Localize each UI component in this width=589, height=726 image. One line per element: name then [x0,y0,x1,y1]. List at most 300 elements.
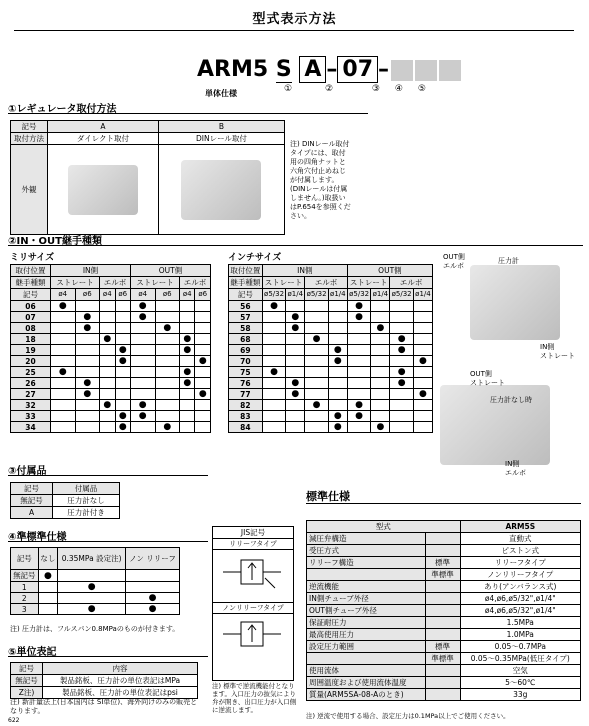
empty-cell [195,334,211,345]
section4-rule [8,541,208,542]
row-code: 27 [11,389,51,400]
h-a: A [48,121,159,133]
spec-table [306,520,581,701]
dot-mark: ● [390,367,414,378]
inch-title: インチサイズ [228,253,282,263]
spec-sub: 準標準 [425,653,460,665]
dot-mark: ● [390,334,414,345]
spec-sub [425,581,460,593]
section3-rule [8,475,208,476]
table-row [307,629,581,641]
jis-nonrelief-label: ノンリリーフタイプ [213,602,293,614]
regulator-din-image [181,160,261,220]
spec-label: IN側チューブ外径 [307,593,426,605]
row-code: 32 [11,400,51,411]
dot-mark: ● [286,389,305,400]
spec-label: 設定圧力範囲 [307,641,426,653]
dot-mark: ● [328,422,347,433]
dot-mark: ● [130,400,155,411]
spec-label: 受圧方式 [307,545,426,557]
empty-cell [347,323,371,334]
empty-cell [155,400,180,411]
spec-value: 1.5MPa [460,617,580,629]
spec-label: 周囲温度および使用流体温度 [307,677,426,689]
table-row [229,400,433,411]
empty-cell [328,334,347,345]
dot-mark: ● [195,356,211,367]
row-code: 68 [229,334,263,345]
h-code: 記号 [11,289,51,301]
empty-cell [413,411,432,422]
unit-code: Z注) [11,687,43,699]
section5-rule [8,656,208,657]
h-view: 外観 [11,145,48,235]
empty-cell [371,334,390,345]
regulator-direct-image [68,165,138,215]
row-code: 69 [229,345,263,356]
accessory-table [10,482,120,519]
empty-cell [262,378,286,389]
spec-value: あり(アンバランス式) [460,581,580,593]
size-header: ø5/32 [305,289,329,301]
section2-title: ②IN・OUT継手種類 [8,236,102,247]
dot-mark: ● [130,301,155,312]
spec-value: 直動式 [460,533,580,545]
dot-mark: ● [155,422,180,433]
label-out-straight: OUT側 ストレート [470,370,505,387]
spec-label: 逆流機能 [307,581,426,593]
table-row [307,545,581,557]
empty-cell [305,323,329,334]
spec-sub [425,593,460,605]
h-in: IN側 [262,265,347,277]
empty-cell [100,411,115,422]
size-header: ø5/32 [347,289,371,301]
model-a-box: A [299,56,326,83]
empty-cell [115,378,130,389]
dot-mark: ● [126,593,180,604]
empty-cell [51,312,76,323]
spec-value: ピストン式 [460,545,580,557]
table-row [229,378,433,389]
dot-mark: ● [75,312,100,323]
dot-mark: ● [390,378,414,389]
empty-cell [130,422,155,433]
spec-label [307,653,426,665]
row-code: 無記号 [11,570,39,582]
dot-mark: ● [58,604,126,615]
empty-cell [75,301,100,312]
empty-cell [155,356,180,367]
h-straight: ストレート [51,277,100,289]
empty-cell [51,411,76,422]
h-b: B [158,121,284,133]
empty-cell [262,400,286,411]
empty-cell [413,323,432,334]
empty-cell [390,422,414,433]
dot-mark: ● [328,356,347,367]
spec-value: ノンリリーフタイプ [460,569,580,581]
empty-cell [371,378,390,389]
empty-cell [51,345,76,356]
empty-cell [115,367,130,378]
empty-cell [262,345,286,356]
spec-value: 空気 [460,665,580,677]
h-in: IN側 [51,265,131,277]
empty-cell [328,367,347,378]
table-row [11,604,180,615]
spec-value: リリーフタイプ [460,557,580,569]
empty-cell [286,334,305,345]
empty-cell [390,389,414,400]
size-header: ø4 [130,289,155,301]
empty-cell [262,422,286,433]
dot-mark: ● [126,604,180,615]
row-code: 84 [229,422,263,433]
acc-val: 圧力計なし [53,495,120,507]
row-code: 56 [229,301,263,312]
table-row [11,570,180,582]
empty-cell [262,356,286,367]
dot-mark: ● [347,301,371,312]
empty-cell [305,356,329,367]
empty-cell [286,422,305,433]
table-row [229,323,433,334]
empty-cell [155,411,180,422]
acc-val: 圧力計付き [53,507,120,519]
empty-cell [371,345,390,356]
dot-mark: ● [328,345,347,356]
empty-cell [286,367,305,378]
empty-cell [130,356,155,367]
b-method: DINレール取付 [158,133,284,145]
spec-value: 33g [460,689,580,701]
empty-cell [100,301,115,312]
table-row [11,593,180,604]
size-header: ø4 [51,289,76,301]
empty-cell [130,367,155,378]
dot-mark: ● [75,323,100,334]
dot-mark: ● [286,323,305,334]
empty-cell [371,400,390,411]
spec-sub [425,665,460,677]
table-row [307,581,581,593]
spec-label: 最高使用圧力 [307,629,426,641]
spec-value: ø4,ø6,ø5/32",ø1/4" [460,593,580,605]
empty-cell [51,378,76,389]
empty-cell [286,301,305,312]
empty-cell [347,378,371,389]
num-1: ① [284,84,293,94]
row-code: 25 [11,367,51,378]
empty-cell [100,378,115,389]
empty-cell [126,570,180,582]
spec-sub: 標準 [425,641,460,653]
empty-cell [262,389,286,400]
table-row [11,367,211,378]
empty-cell [390,411,414,422]
h-035: 0.35MPa 設定注) [58,548,126,570]
empty-cell [195,312,211,323]
dot-mark: ● [305,400,329,411]
empty-cell [100,323,115,334]
empty-cell [75,400,100,411]
dot-mark: ● [413,356,432,367]
empty-cell [180,312,195,323]
h-out: OUT側 [347,265,432,277]
h-elbow: エルボ [100,277,131,289]
empty-cell [305,389,329,400]
dot-mark: ● [347,400,371,411]
row-code: 19 [11,345,51,356]
milli-table [10,264,211,433]
dot-mark: ● [180,345,195,356]
table-row [11,312,211,323]
h-pos: 取付位置 [230,266,261,275]
table-row [11,389,211,400]
empty-cell [262,312,286,323]
empty-cell [115,334,130,345]
empty-cell [155,367,180,378]
table-row [307,605,581,617]
mount-note: 注) DINレール取付タイプには、取付用の四角ナットと六角穴付止めねじが付属します。(DINレールは付属しません。)取扱いはP.654を参照ください。 [290,140,351,220]
table-row [307,677,581,689]
code-numbers [284,84,444,94]
h-content: 内容 [43,663,198,675]
table-row [307,533,581,545]
spec-label: 質量(ARM5SA-08-Aのとき) [307,689,426,701]
dot-mark: ● [75,389,100,400]
spec-value: 0.05〜0.7MPa [460,641,580,653]
empty-cell [390,312,414,323]
empty-cell [413,422,432,433]
row-code: 33 [11,411,51,422]
option-box-3 [391,60,413,81]
empty-cell [286,345,305,356]
empty-cell [347,345,371,356]
label-no-gauge: 圧力計なし時 [490,396,532,404]
spec-value: 5〜60℃ [460,677,580,689]
h-out: OUT側 [130,265,210,277]
empty-cell [38,582,58,593]
row-code: 77 [229,389,263,400]
dot-mark: ● [328,411,347,422]
h-none: なし [38,548,58,570]
spec-sub [425,629,460,641]
dot-mark: ● [305,334,329,345]
row-code: 82 [229,400,263,411]
table-row [11,334,211,345]
nonrelief-symbol [213,614,293,658]
dot-mark: ● [100,334,115,345]
empty-cell [180,400,195,411]
acc-code: 無記号 [11,495,53,507]
section3-title: ③付属品 [8,466,47,477]
unit-table [10,662,198,699]
empty-cell [115,312,130,323]
empty-cell [100,367,115,378]
empty-cell [390,301,414,312]
empty-cell [305,367,329,378]
label-gauge: 圧力計 [498,257,519,265]
row-code: 07 [11,312,51,323]
empty-cell [75,345,100,356]
empty-cell [126,582,180,593]
table-row [11,356,211,367]
empty-cell [58,593,126,604]
empty-cell [51,323,76,334]
empty-cell [180,389,195,400]
model-prefix: ARM5 [197,57,269,82]
empty-cell [371,356,390,367]
empty-cell [390,323,414,334]
empty-cell [115,301,130,312]
relief-symbol [213,550,293,598]
empty-cell [195,378,211,389]
section5-title: ⑤単位表記 [8,647,57,658]
empty-cell [180,301,195,312]
dot-mark: ● [262,367,286,378]
section2-rule [8,245,583,246]
empty-cell [371,411,390,422]
size-header: ø1/4 [328,289,347,301]
row-code: 57 [229,312,263,323]
num-2: ② [324,84,334,94]
h-type: 継手種類 [11,277,51,289]
spec-label: 保証耐圧力 [307,617,426,629]
dot-mark: ● [115,411,130,422]
dot-mark: ● [130,411,155,422]
label-in-straight: IN側 ストレート [540,343,575,360]
table-row [307,641,581,653]
empty-cell [413,400,432,411]
spec-label: 減圧弁構造 [307,533,426,545]
table-row [229,345,433,356]
empty-cell [195,400,211,411]
size-header: ø1/4 [413,289,432,301]
spec-sub: 準標準 [425,569,460,581]
empty-cell [286,400,305,411]
unit-val: 製品銘板、圧力計の単位表記はMPa [43,675,198,687]
dot-mark: ● [58,582,126,593]
spec-label: 使用流体 [307,665,426,677]
dot-mark: ● [180,378,195,389]
empty-cell [155,334,180,345]
row-code: 08 [11,323,51,334]
h-code: 記号 [11,663,43,675]
dot-mark: ● [38,570,58,582]
row-code: 20 [11,356,51,367]
jis-title: JIS記号 [213,527,293,539]
empty-cell [328,312,347,323]
row-code: 18 [11,334,51,345]
h-type: 継手種類 [230,278,261,287]
empty-cell [328,389,347,400]
empty-cell [75,356,100,367]
spec-value: ø4,ø6,ø5/32",ø1/4" [460,605,580,617]
table-row [11,345,211,356]
empty-cell [38,593,58,604]
table-row [229,356,433,367]
spec-sub: 標準 [425,557,460,569]
spec-sub [425,677,460,689]
table-row [229,334,433,345]
empty-cell [328,400,347,411]
empty-cell [51,356,76,367]
empty-cell [328,323,347,334]
h-method: 取付方法 [11,133,48,145]
row-code: 75 [229,367,263,378]
size-header: ø6 [195,289,211,301]
empty-cell [371,389,390,400]
unit-code: 無記号 [11,675,43,687]
h-code: 記号 [11,121,48,133]
dot-mark: ● [51,301,76,312]
row-code: 06 [11,301,51,312]
mount-table [10,120,285,235]
spec-sub [425,617,460,629]
h-elbow: エルボ [180,277,211,289]
empty-cell [195,345,211,356]
h-straight: ストレート [130,277,179,289]
empty-cell [100,312,115,323]
h-nonrelief: ノン リリーフ [126,548,180,570]
num-3: ③ [371,84,380,94]
empty-cell [347,334,371,345]
empty-cell [371,312,390,323]
dot-mark: ● [371,422,390,433]
table-row [307,569,581,581]
dot-mark: ● [51,367,76,378]
row-code: 3 [11,604,39,615]
row-code: 58 [229,323,263,334]
semi-note: 注) 圧力計は、フルスパン0.8MPaのものが付きます。 [10,625,180,633]
empty-cell [100,356,115,367]
empty-cell [347,356,371,367]
empty-cell [75,334,100,345]
dot-mark: ● [180,334,195,345]
spec-sub [425,605,460,617]
empty-cell [155,301,180,312]
empty-cell [75,422,100,433]
dot-mark: ● [413,389,432,400]
empty-cell [328,301,347,312]
row-code: 2 [11,593,39,604]
empty-cell [100,345,115,356]
h-code: 記号 [11,483,53,495]
empty-cell [51,400,76,411]
empty-cell [155,378,180,389]
empty-cell [51,422,76,433]
empty-cell [305,378,329,389]
empty-cell [413,334,432,345]
empty-cell [305,411,329,422]
milli-title: ミリサイズ [10,253,55,263]
table-row [307,653,581,665]
empty-cell [58,570,126,582]
empty-cell [180,356,195,367]
table-row [11,378,211,389]
empty-cell [180,422,195,433]
empty-cell [286,356,305,367]
empty-cell [130,378,155,389]
row-code: 83 [229,411,263,422]
empty-cell [347,422,371,433]
spec-sub [425,545,460,557]
empty-cell [195,323,211,334]
jis-relief-label: リリーフタイプ [213,539,293,550]
num-4: ④ [394,84,403,94]
